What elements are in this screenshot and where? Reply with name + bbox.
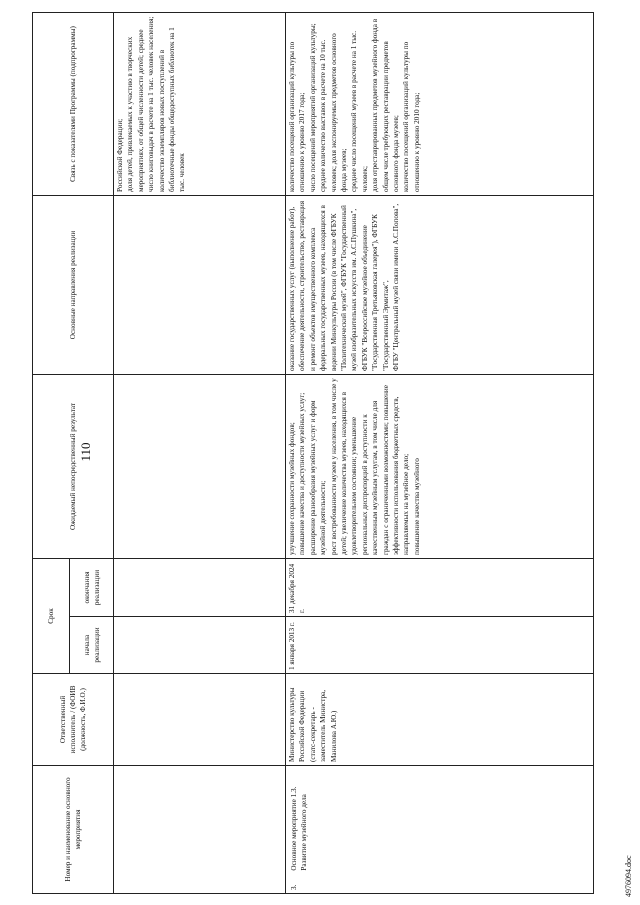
row-executor: Министерство культуры Российской Федерации (статс-секретарь - заместитель Министра, Манилова А.Ю.)	[286, 674, 594, 766]
row-result: улучшение сохранности музейных фондов; повышение качества и доступности музейных услуг; расширение разнообразия музейных услуг и форм музейной деятельности; рост востребованности музеев у населения, в том числе у детей; увеличение количества музеев, находящихся в удовлетворительном состоянии; уменьшение региональных диспропорций в доступности к качественным музейным услугам, в том числе для граждан с ограниченными возможностями; повышение эффективности использования бюджетных средств, направляемых на музейное дело; повышение качества музейного	[286, 374, 594, 558]
row-directions: оказание государственных услуг (выполнение работ), обеспечение деятельности, строительство, реставрация и ремонт объектов имущественного комплекса федеральных государственных музеев, находящихся в ведении Минкультуры России (в том числе ФГБУК "Политехнический музей", ФГБУК "Государственный музей изобразительных искусств им. А.С.Пушкина", ФГБУК "Всероссийское музейное объединение "Государственная Третьяковская галерея"), ФГБУК "Государственный Эрмитаж", ФГБУ "Центральный музей связи имени А.С.Попова",	[286, 195, 594, 374]
header-executor: Ответственный исполнитель / (ФОИВ (должность, Ф.И.О.)	[33, 674, 114, 766]
measures-table	[32, 12, 594, 894]
row-name-cell	[286, 766, 594, 894]
carryover-row	[114, 12, 286, 893]
header-result: Ожидаемый непосредственный результат	[33, 374, 114, 558]
header-term: Срок	[33, 558, 70, 673]
footer-doc-code: 4976094.doc	[624, 855, 633, 897]
header-directions: Основные направления реализации	[33, 195, 114, 374]
row-number: 3.	[290, 884, 298, 890]
table-row	[286, 12, 594, 893]
row-link: количество посещений организаций культуры по отношению к уровню 2017 года; число посещений мероприятий организаций культуры; среднее количество выставок в расчете на 10 тыс. человек; доля экспонируемых предметов основного фонда музеев; среднее число посещений музеев в расчете на 1 тыс. человек; доля отреставрированных предметов музейного фонда в общем числе требующих реставрации предметов основного фонда музеев; количество посещений организаций культуры по отношению к уровню 2010 года;	[286, 12, 594, 195]
carryover-link-cell: Российской Федерации; доля детей, привлекаемых к участию в творческих мероприятиях, от общей численности детей; среднее число книговыдач в расчете на 1 тыс. человек населения; количество экземпляров новых поступлений в библиотечные фонды общедоступных библиотек на 1 тыс. человек	[114, 12, 286, 195]
row-name: Основное мероприятие 1.3. Развитие музейного дела	[290, 786, 309, 871]
header-row-1	[33, 12, 70, 893]
row-end: 31 декабря 2024 г.	[286, 558, 594, 616]
header-end: окончания реализации	[70, 558, 114, 616]
header-name: Номер и наименование основного мероприятия	[33, 766, 114, 894]
page-number: 110	[78, 442, 93, 462]
header-start: начала реализации	[70, 617, 114, 674]
row-start: 1 января 2013 г.	[286, 617, 594, 674]
header-link: Связь с показателями Программы (подпрограммы)	[33, 12, 114, 195]
